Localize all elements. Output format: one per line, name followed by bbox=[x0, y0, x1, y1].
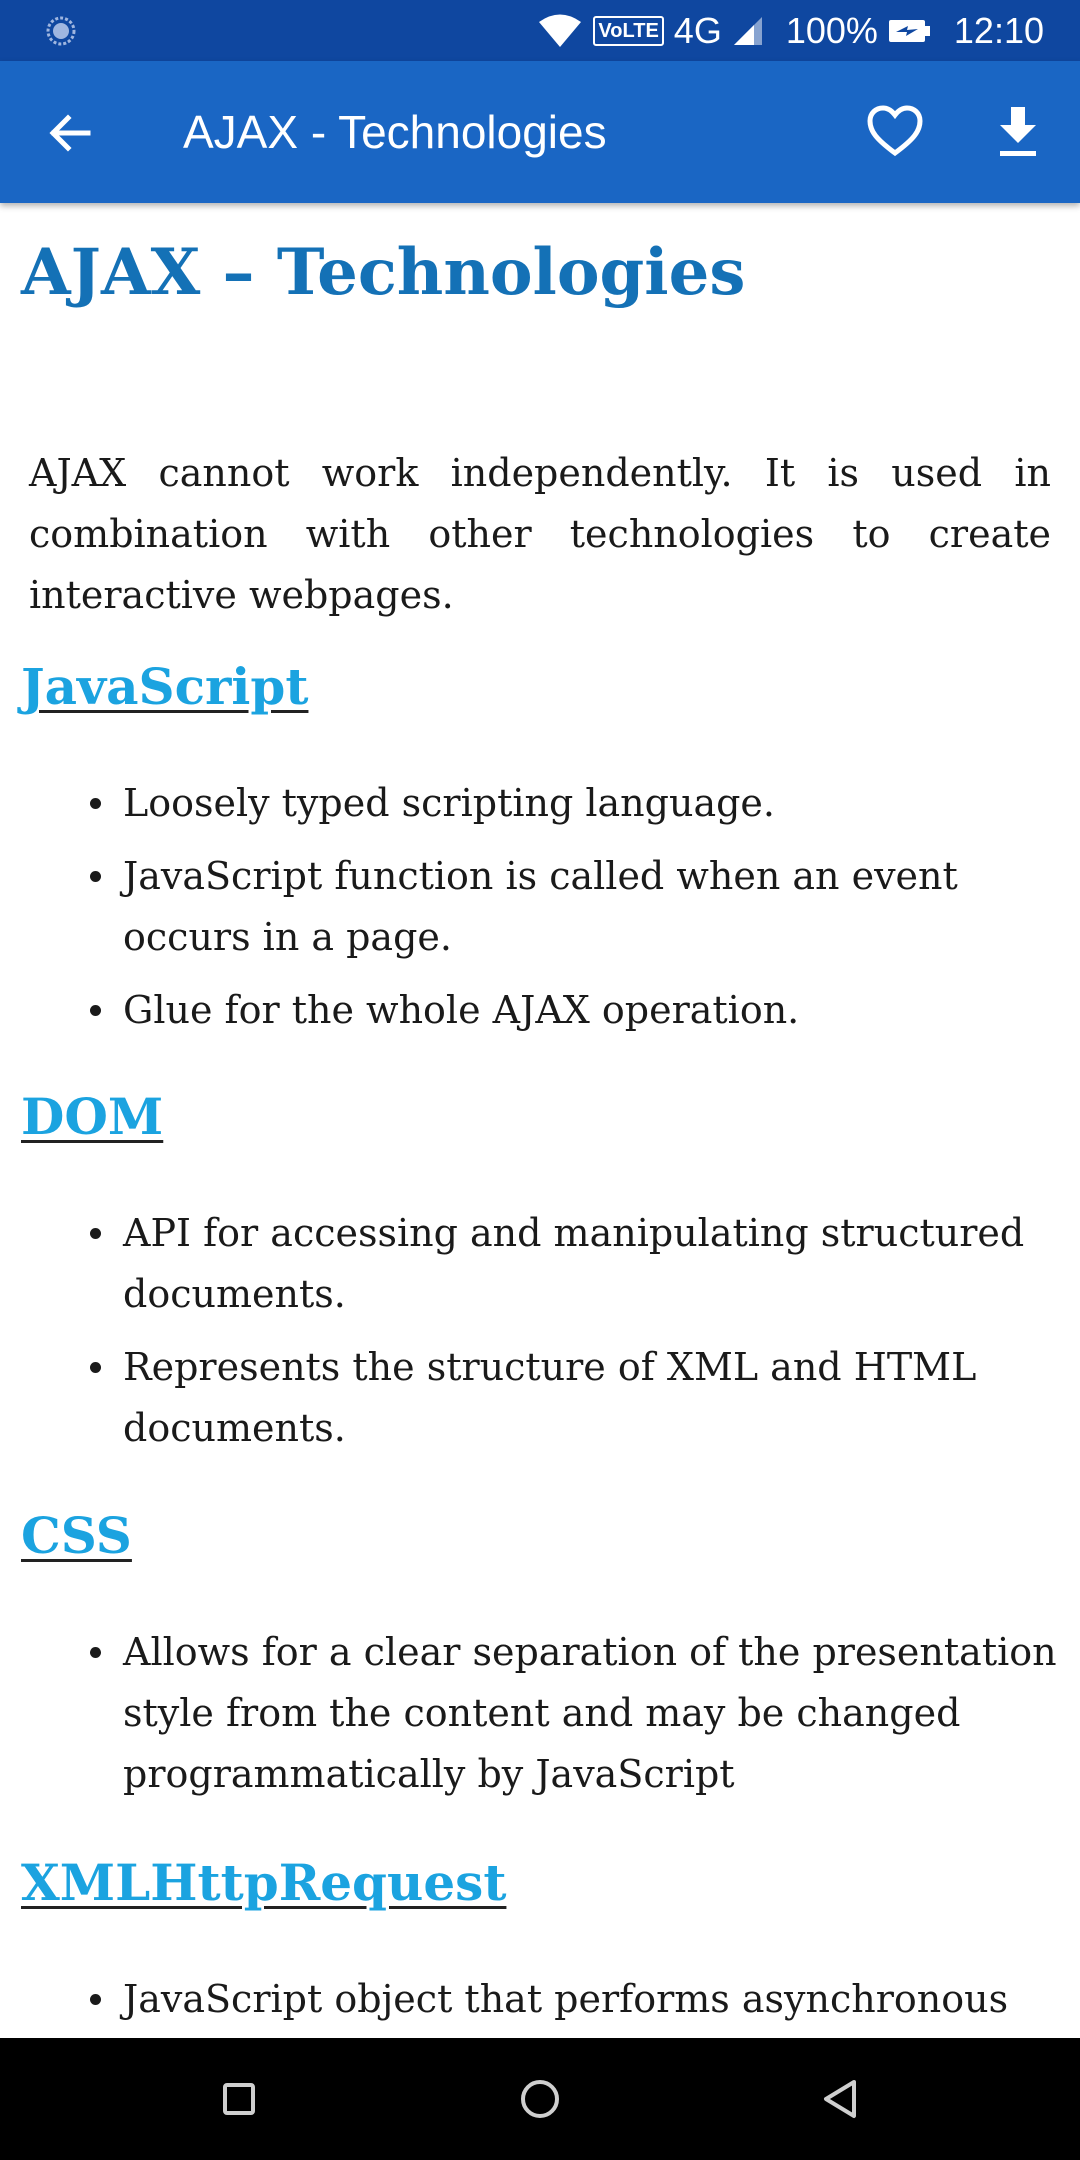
list-item: Represents the structure of XML and HTML documents. bbox=[0, 1337, 1070, 1459]
list-item: Allows for a clear separation of the presentation style from the content and may be changed programmatically by JavaScript bbox=[0, 1622, 1070, 1805]
back-triangle-icon[interactable] bbox=[820, 2078, 860, 2120]
sync-icon bbox=[46, 16, 76, 46]
home-circle-icon[interactable] bbox=[520, 2079, 560, 2119]
system-nav-bar bbox=[0, 2038, 1080, 2160]
status-indicators bbox=[537, 8, 1044, 54]
list-item: API for accessing and manipulating structured documents. bbox=[0, 1203, 1070, 1325]
battery-charging-icon bbox=[888, 18, 932, 44]
signal-icon bbox=[732, 15, 764, 47]
article-content[interactable] bbox=[0, 203, 1080, 2038]
recents-square-icon[interactable] bbox=[222, 2082, 256, 2116]
bullet-list-javascript bbox=[0, 773, 1070, 1053]
intro-paragraph: AJAX cannot work independently. It is used in combination with other technologies to create interactive webpages. bbox=[29, 451, 1051, 617]
app-title: AJAX - Technologies bbox=[183, 106, 607, 158]
status-bar bbox=[0, 0, 1080, 61]
clock: 12:10 bbox=[953, 10, 1044, 51]
page-title: AJAX – Technologies bbox=[21, 235, 746, 310]
battery-percent: 100% bbox=[785, 10, 878, 51]
section-heading-css[interactable]: CSS bbox=[21, 1506, 132, 1565]
section-heading-xmlhttprequest[interactable]: XMLHttpRequest bbox=[21, 1853, 507, 1912]
back-arrow-icon[interactable] bbox=[44, 107, 96, 159]
bullet-list-xmlhttprequest bbox=[0, 1969, 1070, 2038]
list-item: JavaScript function is called when an event occurs in a page. bbox=[0, 846, 1070, 968]
app-bar bbox=[0, 61, 1080, 203]
heart-icon[interactable] bbox=[866, 103, 924, 161]
list-item: JavaScript object that performs asynchronous bbox=[0, 1969, 1070, 2030]
bullet-list-dom bbox=[0, 1203, 1070, 1471]
section-heading-javascript[interactable]: JavaScript bbox=[21, 657, 309, 716]
list-item: Loosely typed scripting language. bbox=[0, 773, 1070, 834]
list-item: Glue for the whole AJAX operation. bbox=[0, 980, 1070, 1041]
bullet-list-css bbox=[0, 1622, 1070, 1817]
wifi-icon bbox=[537, 13, 583, 49]
network-type: 4G bbox=[673, 10, 722, 51]
section-heading-dom[interactable]: DOM bbox=[21, 1087, 164, 1146]
volte-badge: VoLTE bbox=[593, 16, 663, 46]
download-icon[interactable] bbox=[996, 105, 1040, 159]
